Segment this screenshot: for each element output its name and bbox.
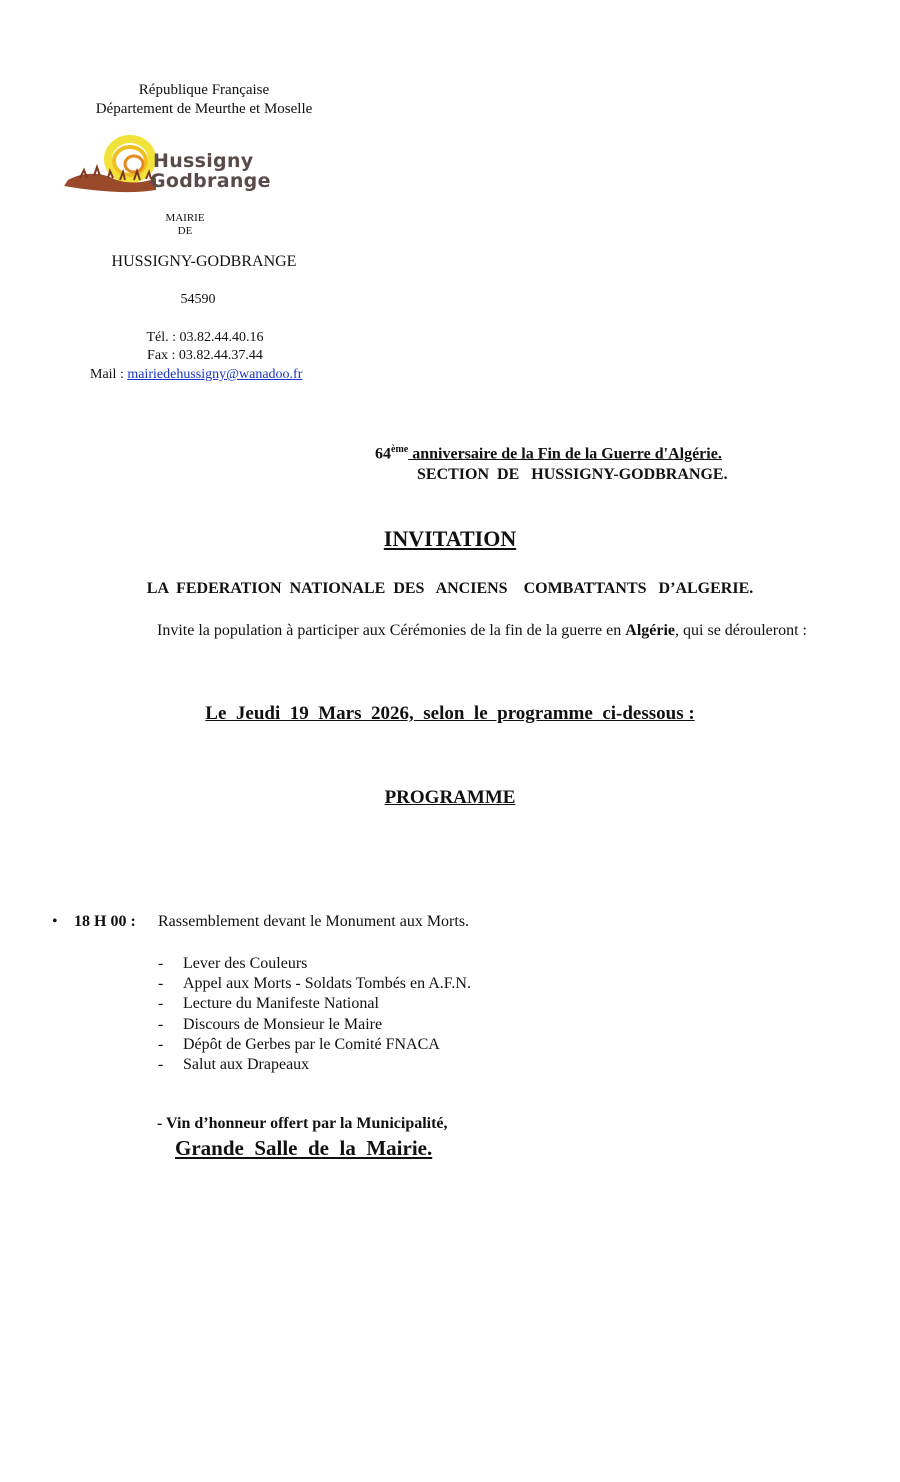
list-dash: - (158, 1056, 164, 1074)
anniversary-number: 64 (375, 445, 391, 463)
town-name: HUSSIGNY-GODBRANGE (111, 253, 297, 270)
date-line: Le Jeudi 19 Mars 2026, selon le programme ci-dessous : (205, 703, 695, 724)
section-title: SECTION DE HUSSIGNY-GODBRANGE. (417, 466, 728, 483)
federation-name: LA FEDERATION NATIONALE DES ANCIENS COMBATTANTS D’ALGERIE. (146, 580, 754, 597)
phone-number: Tél. : 03.82.44.40.16 (146, 330, 264, 345)
country-label: République Française (138, 82, 270, 98)
list-item (158, 994, 471, 1014)
invitation-text-bold: Algérie (625, 622, 676, 639)
programme-list (158, 954, 471, 1075)
invitation-paragraph (53, 621, 848, 641)
de-label: DE (177, 225, 193, 237)
invitation-heading: INVITATION (383, 526, 517, 551)
list-dash: - (158, 995, 164, 1013)
list-item-text: Dépôt de Gerbes par le Comité FNACA (183, 1035, 440, 1053)
municipal-logo (60, 134, 280, 196)
list-dash: - (158, 1035, 164, 1053)
venue-name: Grande Salle de la Mairie. (175, 1136, 433, 1160)
gathering-text: Rassemblement devant le Monument aux Morts. (158, 913, 470, 930)
logo-line1: Hussigny (153, 150, 254, 172)
programme-heading: PROGRAMME (384, 787, 516, 808)
list-dash: - (158, 1015, 164, 1033)
department-label: Département de Meurthe et Moselle (95, 101, 313, 117)
list-item (158, 1035, 471, 1055)
list-item-text: Lecture du Manifeste National (183, 995, 379, 1013)
anniversary-title-text: anniversaire de la Fin de la Guerre d'Algérie. (408, 445, 722, 463)
list-dash: - (158, 975, 164, 993)
list-item-text: Salut aux Drapeaux (183, 1056, 310, 1074)
mairie-label: MAIRIE (165, 212, 205, 224)
logo-line2: Godbrange (150, 170, 271, 192)
list-item (158, 1055, 471, 1075)
list-item-text: Lever des Couleurs (183, 955, 308, 972)
invitation-text-after: , qui se dérouleront : (675, 622, 807, 639)
postal-code: 54590 (180, 292, 216, 307)
bullet-icon: • (52, 913, 58, 930)
mail-line (90, 366, 302, 384)
anniversary-superscript: ème (391, 444, 409, 455)
programme-time: 18 H 00 : (74, 913, 136, 930)
mail-link[interactable]: mairiedehussigny@wanadoo.fr (127, 367, 303, 382)
fax-number: Fax : 03.82.44.37.44 (147, 348, 263, 363)
list-item (158, 1015, 471, 1035)
mail-label: Mail : (90, 367, 128, 382)
list-item-text: Discours de Monsieur le Maire (183, 1015, 383, 1033)
logo-sun-icon (60, 134, 160, 196)
list-item (158, 954, 471, 974)
list-dash: - (158, 955, 164, 972)
invitation-text-before: Invite la population à participer aux Cérémonies de la fin de la guerre en (157, 622, 626, 639)
reception-text: - Vin d’honneur offert par la Municipalité, (157, 1115, 448, 1132)
list-item-text: Appel aux Morts - Soldats Tombés en A.F.N. (183, 975, 471, 993)
anniversary-title (375, 444, 722, 463)
list-item (158, 974, 471, 994)
